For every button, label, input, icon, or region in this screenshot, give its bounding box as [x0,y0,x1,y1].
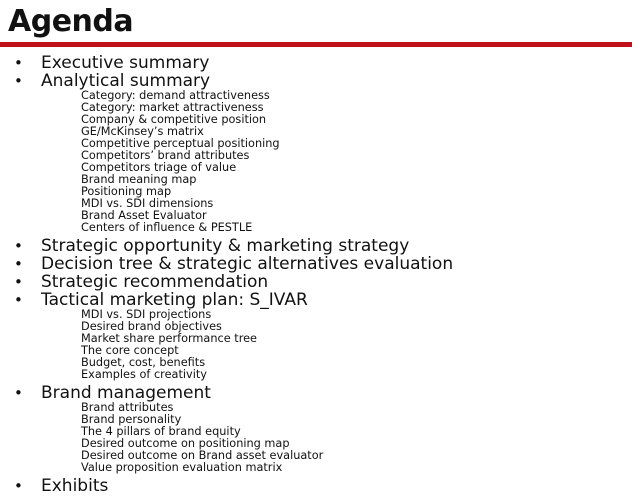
agenda-subitem-label: The 4 pillars of brand equity [81,425,241,438]
agenda-item [0,273,636,291]
agenda-item [0,255,636,273]
agenda-item-label: Strategic recommendation [41,272,269,292]
slide-title: Agenda [8,4,134,39]
agenda-subitem-label: Company & competitive position [81,113,267,126]
agenda-list [0,54,636,495]
agenda-item [0,237,636,255]
agenda-subitem-label: Category: market attractiveness [81,101,264,114]
agenda-subitem-label: MDI vs. SDI dimensions [81,197,214,210]
bullet-icon: • [14,291,23,309]
agenda-subitem-label: Category: demand attractiveness [81,89,270,102]
agenda-subitem-label: Desired outcome on positioning map [81,437,290,450]
agenda-subitem-label: Desired brand objectives [81,320,222,333]
agenda-subitem-label: The core concept [81,344,179,357]
agenda-subitem [0,222,636,234]
agenda-sublist [0,402,636,474]
agenda-subitem-label: Brand Asset Evaluator [81,209,207,222]
agenda-sublist [0,90,636,234]
bullet-icon: • [14,72,23,90]
agenda-item-label: Executive summary [41,53,210,73]
agenda-subitem [0,369,636,381]
agenda-item-label: Brand management [41,383,211,403]
agenda-subitem-label: Positioning map [81,185,172,198]
agenda-item [0,291,636,309]
agenda-subitem-label: Brand attributes [81,401,174,414]
agenda-subitem-label: Competitors triage of value [81,161,237,174]
agenda-subitem-label: Desired outcome on Brand asset evaluator [81,449,324,462]
agenda-sublist [0,309,636,381]
bullet-icon: • [14,54,23,72]
agenda-subitem-label: MDI vs. SDI projections [81,308,212,321]
agenda-subitem-label: Brand meaning map [81,173,197,186]
agenda-subitem-label: Centers of influence & PESTLE [81,221,253,234]
agenda-item-label: Strategic opportunity & marketing strategy [41,236,410,256]
agenda-subitem-label: Market share performance tree [81,332,257,345]
bullet-icon: • [14,255,23,273]
agenda-subitem [0,462,636,474]
agenda-subitem-label: Competitive perceptual positioning [81,137,280,150]
agenda-item [0,384,636,402]
agenda-subitem-label: Budget, cost, benefits [81,356,206,369]
bullet-icon: • [14,477,23,495]
agenda-subitem-label: Value proposition evaluation matrix [81,461,283,474]
agenda-subitem-label: Brand personality [81,413,182,426]
agenda-item [0,477,636,495]
title-underline [0,42,632,47]
bullet-icon: • [14,273,23,291]
agenda-subitem-label: Examples of creativity [81,368,207,381]
bullet-icon: • [14,384,23,402]
agenda-subitem-label: Competitors’ brand attributes [81,149,250,162]
agenda-item-label: Tactical marketing plan: S_IVAR [41,290,308,310]
agenda-item [0,54,636,72]
agenda-item-label: Analytical summary [41,71,211,91]
agenda-subitem-label: GE/McKinsey’s matrix [81,125,204,138]
bullet-icon: • [14,237,23,255]
agenda-item-label: Decision tree & strategic alternatives evaluation [41,254,454,274]
agenda-item [0,72,636,90]
agenda-item-label: Exhibits [41,476,109,496]
